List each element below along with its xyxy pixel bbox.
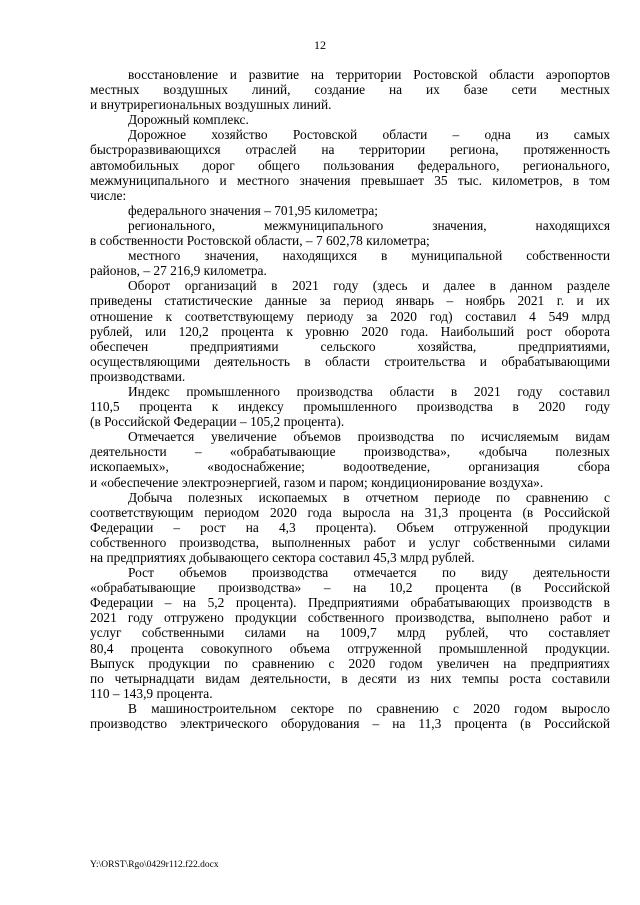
text-line: Дорожный комплекс. — [128, 112, 249, 128]
text-line: осуществляющими деятельность в области строительства и обрабатывающими — [90, 353, 610, 369]
text-line: ископаемых», «водоснабжение; водоотведение, организация сбора — [90, 459, 610, 475]
text-line: числе: — [90, 187, 127, 203]
text-line: производствами. — [90, 368, 186, 384]
text-line: деятельности – «обрабатывающие производства», «добыча полезных — [90, 444, 610, 460]
text-line: «обрабатывающие производства» – на 10,2 процента (в Российской — [90, 580, 610, 596]
text-line: регионального, межмуниципального значения, находящихся — [128, 217, 610, 233]
text-line: Рост объемов производства отмечается по виду деятельности — [128, 565, 610, 581]
text-line: приведены статистические данные за период январь – ноябрь 2021 г. и их — [90, 293, 610, 309]
text-line: местных воздушных линий, создание на их базе сети местных — [90, 82, 610, 98]
text-line: (в Российской Федерации – 105,2 процента). — [90, 414, 345, 430]
text-line: отношение к соответствующему периоду за 2020 год) составил 4 549 млрд — [90, 308, 610, 324]
text-line: Дорожное хозяйство Ростовской области – одна из самых — [128, 127, 610, 143]
text-line: межмуниципального и местного значения превышает 35 тыс. километров, в том — [90, 172, 610, 188]
text-line: производство электрического оборудования – на 11,3 процента (в Российской — [90, 716, 610, 732]
file-path-footer: Y:\ORST\Rgo\0429r112.f22.docx — [90, 860, 219, 870]
text-line: на предприятиях добывающего сектора составил 45,3 млрд рублей. — [90, 550, 475, 565]
text-line: Федерации – рост на 4,3 процента). Объем отгруженной продукции — [90, 519, 610, 535]
text-line: услуг собственными силами на 1009,7 млрд рублей, что составляет — [90, 625, 610, 641]
text-line: Отмечается увеличение объемов производства по исчисляемым видам — [128, 429, 610, 445]
text-line: Оборот организаций в 2021 году (здесь и далее в данном разделе — [128, 278, 610, 294]
text-line: В машиностроительном секторе по сравнению с 2020 годом выросло — [128, 700, 610, 716]
text-line: обеспечен предприятиями сельского хозяйства, предприятиями, — [90, 338, 610, 354]
text-line: 80,4 процента совокупного объема отгруженной промышленной продукции. — [90, 640, 610, 656]
text-line: Добыча полезных ископаемых в отчетном периоде по сравнению с — [128, 489, 610, 505]
text-line: и внутрирегиональных воздушных линий. — [90, 97, 332, 113]
text-line: автомобильных дорог общего пользования федерального, регионального, — [90, 157, 610, 173]
text-line: 110 – 143,9 процента. — [90, 685, 213, 701]
text-line: в собственности Ростовской области, – 7 602,78 километра; — [90, 233, 430, 249]
page-number: 12 — [314, 38, 326, 52]
text-line: по четырнадцати видам деятельности, в десяти из них темпы роста составили — [90, 670, 610, 686]
text-line: соответствующим периодом 2020 года выросла на 31,3 процента (в Российской — [90, 504, 610, 520]
text-line: Индекс промышленного производства области в 2021 году составил — [128, 383, 610, 399]
text-line: 110,5 процента к индексу промышленного производства в 2020 году — [90, 399, 610, 415]
text-line: рублей, или 120,2 процента к уровню 2020 года. Наибольший рост оборота — [90, 323, 610, 339]
text-line: восстановление и развитие на территории Ростовской области аэропортов — [128, 67, 610, 82]
text-line: Выпуск продукции по сравнению с 2020 годом увеличен на предприятиях — [90, 655, 610, 671]
text-line: собственного производства, выполненных работ и услуг собственными силами — [90, 534, 610, 550]
text-line: и «обеспечение электроэнергией, газом и паром; кондиционирование воздуха». — [90, 474, 544, 490]
text-line: федерального значения – 701,95 километра; — [128, 202, 378, 218]
text-line: быстроразвивающихся отраслей на территории региона, протяженность — [90, 142, 610, 158]
text-line: 2021 году отгружено продукции собственного производства, выполнено работ и — [90, 610, 610, 626]
text-line: Федерации – на 5,2 процента). Предприятиями обрабатывающих производств в — [90, 595, 610, 611]
text-line: местного значения, находящихся в муниципальной собственности — [128, 248, 610, 264]
document-body — [90, 67, 610, 731]
text-line: районов, – 27 216,9 километра. — [90, 263, 267, 279]
